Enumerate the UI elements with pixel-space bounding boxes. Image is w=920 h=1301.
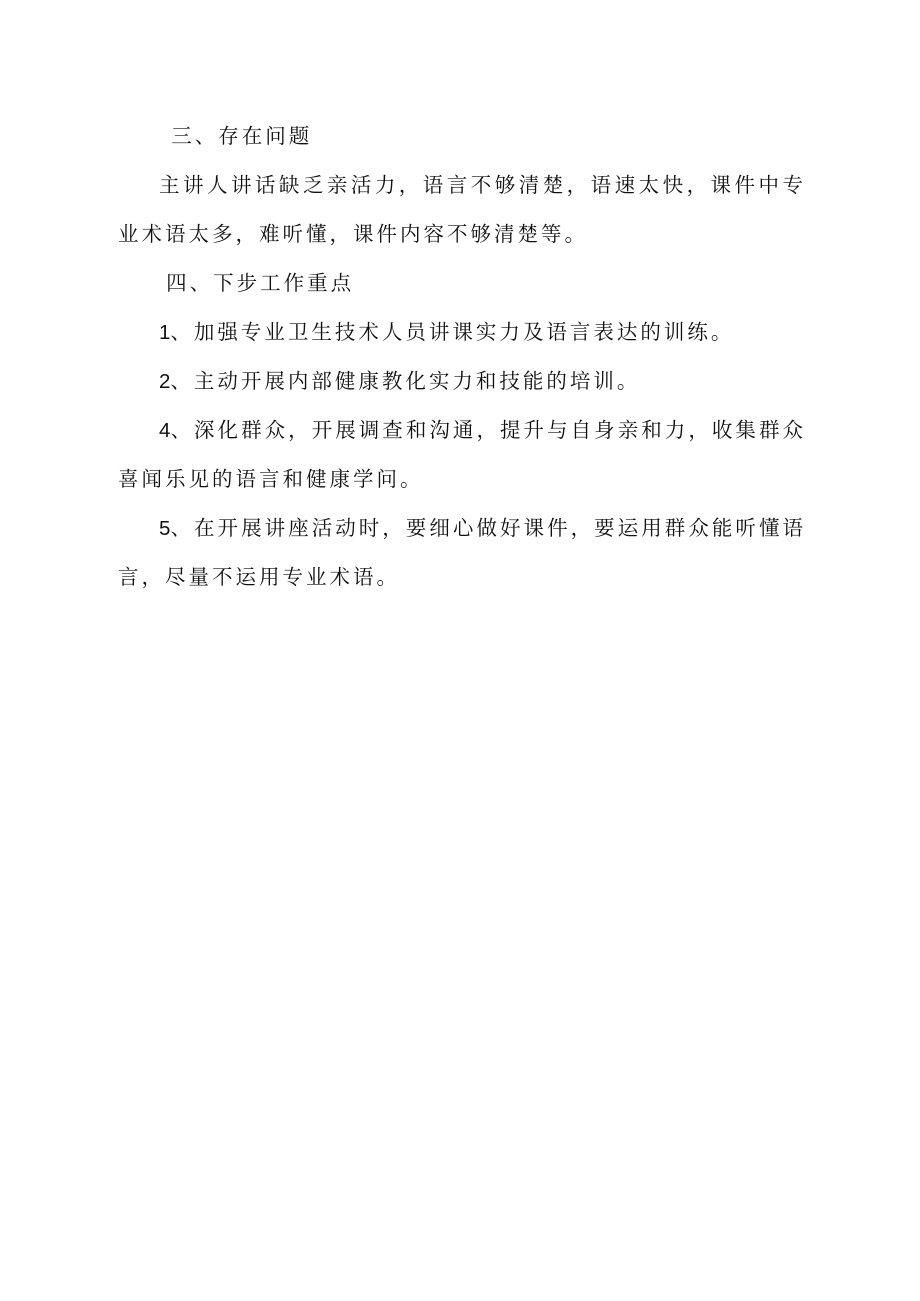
list-item-number: 1 (159, 321, 171, 344)
list-item (118, 504, 806, 602)
problems-paragraph: 主讲人讲话缺乏亲活力，语言不够清楚，语速太快，课件中专业术语太多，难听懂，课件内容不够清楚等。 (118, 173, 806, 246)
list-item-text: 、加强专业卫生技术人员讲课实力及语言表达的训练。 (170, 320, 735, 344)
list-item-number: 4 (159, 419, 171, 442)
section-heading-next-steps: 四、下步工作重点 (166, 271, 355, 295)
list-item-text: 、主动开展内部健康教化实力和技能的培训。 (170, 369, 641, 393)
list-item (118, 357, 806, 406)
document-body (118, 112, 806, 602)
list-item (118, 406, 806, 504)
list-item-number: 2 (159, 370, 171, 393)
list-item (118, 308, 806, 357)
list-item-text: 、深化群众，开展调查和沟通，提升与自身亲和力，收集群众喜闻乐见的语言和健康学问。 (118, 418, 806, 491)
section-heading-problems: 三、存在问题 (171, 124, 313, 148)
list-item-text: 、在开展讲座活动时，要细心做好课件，要运用群众能听懂语言，尽量不运用专业术语。 (118, 516, 806, 589)
list-item-number: 5 (159, 517, 171, 540)
